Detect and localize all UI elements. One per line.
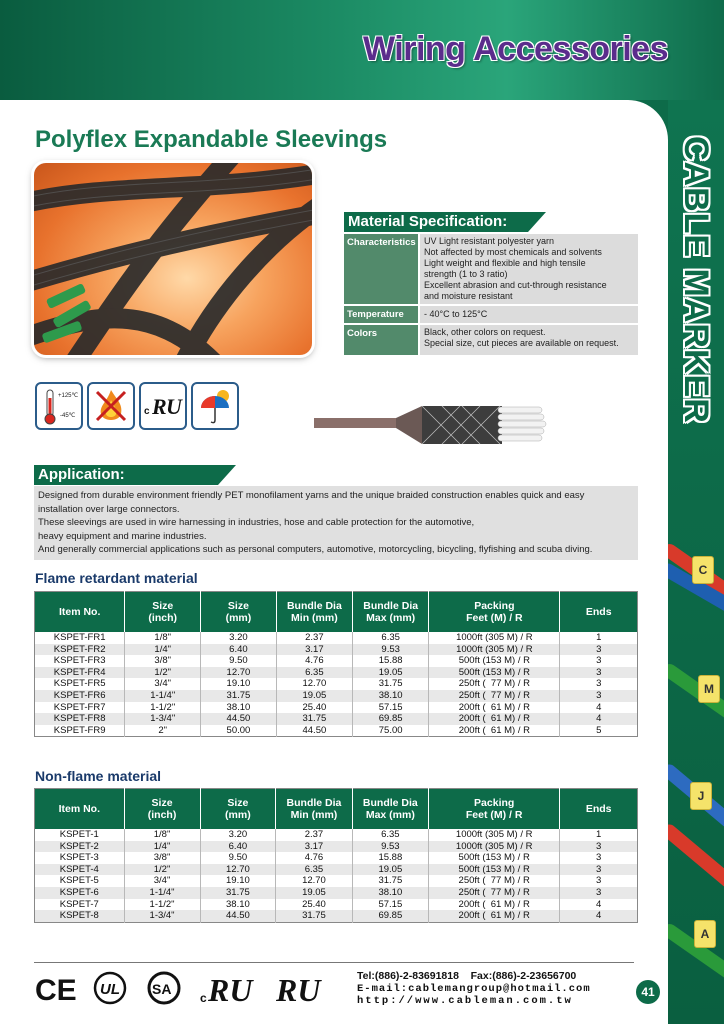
table-cell: 4 (560, 713, 638, 725)
svg-text:UL: UL (100, 981, 120, 998)
table-cell: 3/4" (125, 678, 201, 690)
table-cell: 3 (560, 678, 638, 690)
table-cell: 500ft (153 M) / R (429, 655, 560, 667)
spec-key: Temperature (344, 306, 418, 323)
table-cell: 1/8" (124, 829, 200, 841)
table-cell: 2.37 (276, 632, 352, 644)
spec-value: - 40°C to 125°C (420, 306, 638, 323)
table-cell: 3 (560, 690, 638, 702)
svg-text:RU: RU (276, 972, 321, 1006)
svg-text:c: c (200, 991, 207, 1005)
table-cell: 38.10 (352, 887, 428, 899)
svg-text:RU: RU (208, 972, 253, 1006)
table-cell: 2" (125, 725, 201, 737)
table-cell: KSPET-FR2 (35, 644, 125, 656)
table-cell: 31.75 (200, 887, 276, 899)
table-header-row (35, 592, 638, 633)
table-cell: KSPET-5 (35, 875, 125, 887)
table-cell: KSPET-7 (35, 899, 125, 911)
svg-text:SA: SA (152, 981, 172, 997)
table-cell: 4 (560, 899, 638, 911)
footer-divider (34, 962, 634, 963)
table-cell: KSPET-FR4 (35, 667, 125, 679)
table-cell: 9.50 (200, 852, 276, 864)
table-cell: 1 (560, 829, 638, 841)
table-cell: 3 (560, 655, 638, 667)
material-specification (344, 212, 638, 355)
table-cell: 3.17 (276, 644, 352, 656)
table-row (35, 713, 638, 725)
table-header-row (35, 789, 638, 830)
column-header: Size (mm) (200, 789, 276, 830)
temp-low-label: -45℃ (60, 413, 76, 419)
table-cell: 3 (560, 841, 638, 853)
table-cell: 1-1/2" (124, 899, 200, 911)
table-cell: 31.75 (201, 690, 277, 702)
table-cell: KSPET-FR8 (35, 713, 125, 725)
table-cell: 2.37 (276, 829, 352, 841)
table-cell: 3 (560, 875, 638, 887)
table-cell: 19.10 (200, 875, 276, 887)
table-cell: 500ft (153 M) / R (429, 852, 560, 864)
table-cell: 1/4" (125, 644, 201, 656)
table-cell: 19.05 (276, 887, 352, 899)
table-row (35, 644, 638, 656)
nonflame-table-title: Non-flame material (35, 768, 162, 784)
table-cell: 200ft ( 61 M) / R (429, 702, 560, 714)
table-cell: 3.20 (200, 829, 276, 841)
table-cell: 1/2" (124, 864, 200, 876)
table-row (35, 852, 638, 864)
column-header: Packing Feet (M) / R (429, 789, 560, 830)
table-cell: 1/4" (124, 841, 200, 853)
table-cell: KSPET-FR3 (35, 655, 125, 667)
spec-key: Colors (344, 325, 418, 355)
table-cell: 19.05 (353, 667, 429, 679)
table-cell: KSPET-3 (35, 852, 125, 864)
table-cell: 31.75 (352, 875, 428, 887)
table-cell: 69.85 (353, 713, 429, 725)
table-row (35, 678, 638, 690)
table-cell: 50.00 (201, 725, 277, 737)
table-row (35, 702, 638, 714)
table-cell: 15.88 (352, 852, 428, 864)
spec-value: UV Light resistant polyester yarn Not affected by most chemicals and solvents Light weight and flexible and high tensile strength (1 to 3 ratio) Excellent abrasion and cut-through resistance and moisture resistant (420, 234, 638, 304)
table-cell: 4 (560, 910, 638, 922)
table-cell: 1000ft (305 M) / R (429, 632, 560, 644)
spec-row-characteristics (344, 234, 638, 304)
table-cell: 3 (560, 852, 638, 864)
column-header: Packing Feet (M) / R (429, 592, 560, 633)
website[interactable]: http://www.cableman.com.tw (357, 995, 573, 1007)
table-row (35, 667, 638, 679)
header-banner (0, 0, 724, 100)
table-cell: KSPET-FR9 (35, 725, 125, 737)
table-cell: 250ft ( 77 M) / R (429, 690, 560, 702)
table-cell: 1-1/2" (125, 702, 201, 714)
table-cell: KSPET-6 (35, 887, 125, 899)
table-cell: 25.40 (276, 702, 352, 714)
table-cell: KSPET-4 (35, 864, 125, 876)
table-row (35, 829, 638, 841)
table-cell: 44.50 (276, 725, 352, 737)
table-cell: 38.10 (353, 690, 429, 702)
svg-text:CE: CE (35, 974, 77, 1006)
column-header: Bundle Dia Max (mm) (353, 592, 429, 633)
temp-high-label: +125℃ (58, 393, 79, 399)
column-header: Ends (560, 592, 638, 633)
table-cell: 3/8" (125, 655, 201, 667)
telephone: Tel:(886)-2-83691818 (357, 970, 459, 982)
table-cell: KSPET-8 (35, 910, 125, 922)
table-row (35, 887, 638, 899)
table-cell: 200ft ( 61 M) / R (429, 725, 560, 737)
table-cell: 4.76 (276, 852, 352, 864)
table-cell: 12.70 (276, 678, 352, 690)
table-cell: 38.10 (200, 899, 276, 911)
c-ru-mark-icon (200, 970, 264, 1006)
table-cell: 250ft ( 77 M) / R (429, 875, 560, 887)
page-title: Polyflex Expandable Sleevings (35, 126, 388, 153)
ce-mark-icon (34, 970, 78, 1006)
table-cell: 44.50 (200, 910, 276, 922)
table-cell: 3 (560, 644, 638, 656)
table-cell: 3 (560, 887, 638, 899)
table-cell: 4 (560, 702, 638, 714)
column-header: Ends (560, 789, 638, 830)
table-row (35, 655, 638, 667)
table-cell: 6.35 (276, 864, 352, 876)
spec-heading: Material Specification: (344, 212, 528, 232)
table-cell: 44.50 (201, 713, 277, 725)
weather-resistant-icon (191, 382, 239, 430)
column-header: Bundle Dia Max (mm) (352, 789, 428, 830)
table-cell: 1-1/4" (125, 690, 201, 702)
spec-value: Black, other colors on request. Special size, cut pieces are available on request. (420, 325, 638, 355)
svg-text:R: R (152, 394, 167, 419)
fax: Fax:(886)-2-23656700 (470, 970, 577, 982)
table-cell: 5 (560, 725, 638, 737)
table-cell: 1/8" (125, 632, 201, 644)
table-cell: 200ft ( 61 M) / R (429, 713, 560, 725)
table-cell: 31.75 (276, 910, 352, 922)
table-row (35, 899, 638, 911)
table-cell: 57.15 (352, 899, 428, 911)
svg-text:c: c (144, 406, 150, 417)
table-cell: KSPET-FR6 (35, 690, 125, 702)
contact-info (357, 970, 591, 1008)
table-cell: 1000ft (305 M) / R (429, 829, 560, 841)
flame-retardant-icon (87, 382, 135, 430)
table-cell: 3.17 (276, 841, 352, 853)
spec-key: Characteristics (344, 234, 418, 304)
ru-mark-icon (276, 970, 336, 1006)
csa-mark-icon (146, 970, 184, 1006)
table-cell: KSPET-1 (35, 829, 125, 841)
table-cell: 250ft ( 77 M) / R (429, 887, 560, 899)
table-cell: 38.10 (201, 702, 277, 714)
table-row (35, 875, 638, 887)
table-cell: 19.05 (276, 690, 352, 702)
table-cell: 69.85 (352, 910, 428, 922)
table-cell: 25.40 (276, 899, 352, 911)
table-cell: 12.70 (276, 875, 352, 887)
table-cell: 6.40 (200, 841, 276, 853)
application-text: Designed from durable environment friendly PET monofilament yarns and the unique braided construction enables quick and easy installation over large connectors. These sleevings are used in wire harnessing in industries, hose and cable protection for the automotive, heavy equipment and marine industries. And generally commercial applications such as personal computers, automotive, motorcycling, bicycling, flyfishing and scuba diving. (34, 486, 638, 560)
table-cell: 3.20 (201, 632, 277, 644)
column-header: Bundle Dia Min (mm) (276, 789, 352, 830)
table-cell: 19.10 (201, 678, 277, 690)
table-cell: 6.35 (276, 667, 352, 679)
table-cell: 6.35 (353, 632, 429, 644)
flame-retardant-table (34, 591, 638, 737)
column-header: Size (inch) (124, 789, 200, 830)
table-cell: 15.88 (353, 655, 429, 667)
thermometer-icon (35, 382, 83, 430)
table-cell: 4.76 (276, 655, 352, 667)
table-cell: 3/4" (124, 875, 200, 887)
table-cell: 200ft ( 61 M) / R (429, 899, 560, 911)
table-cell: 12.70 (200, 864, 276, 876)
table-cell: 31.75 (276, 713, 352, 725)
table-cell: KSPET-FR5 (35, 678, 125, 690)
table-cell: 19.05 (352, 864, 428, 876)
email[interactable]: E-mail:cablemangroup@hotmail.com (357, 982, 591, 995)
side-label: CABLE MARKER (677, 136, 715, 424)
table-cell: 500ft (153 M) / R (429, 864, 560, 876)
spec-row-temperature (344, 306, 638, 323)
table-cell: KSPET-2 (35, 841, 125, 853)
table-cell: KSPET-FR1 (35, 632, 125, 644)
table-cell: 500ft (153 M) / R (429, 667, 560, 679)
table-cell: 3 (560, 864, 638, 876)
table-cell: 3/8" (124, 852, 200, 864)
table-cell: 1-1/4" (124, 887, 200, 899)
table-cell: 6.40 (201, 644, 277, 656)
table-cell: 3 (560, 667, 638, 679)
ul-recognized-icon (139, 382, 187, 430)
table-row (35, 725, 638, 737)
table-row (35, 864, 638, 876)
table-cell: 1-3/4" (125, 713, 201, 725)
table-cell: 250ft ( 77 M) / R (429, 678, 560, 690)
table-cell: 75.00 (353, 725, 429, 737)
table-cell: 57.15 (353, 702, 429, 714)
table-cell: KSPET-FR7 (35, 702, 125, 714)
column-header: Size (inch) (125, 592, 201, 633)
table-cell: 9.50 (201, 655, 277, 667)
column-header: Size (mm) (201, 592, 277, 633)
cable-markers-photo: C M J A (668, 520, 724, 1000)
table-cell: 1000ft (305 M) / R (429, 841, 560, 853)
column-header: Item No. (35, 592, 125, 633)
table-row (35, 690, 638, 702)
table-cell: 1/2" (125, 667, 201, 679)
table-cell: 1000ft (305 M) / R (429, 644, 560, 656)
table-cell: 31.75 (353, 678, 429, 690)
table-cell: 1-3/4" (124, 910, 200, 922)
application-heading: Application: (34, 465, 218, 485)
feature-icons (35, 382, 239, 430)
table-cell: 9.53 (353, 644, 429, 656)
header-title: Wiring Accessories (362, 30, 668, 68)
table-cell: 12.70 (201, 667, 277, 679)
table-cell: 1 (560, 632, 638, 644)
column-header: Bundle Dia Min (mm) (276, 592, 352, 633)
table-row (35, 841, 638, 853)
page-number: 41 (636, 980, 660, 1004)
table-cell: 200ft ( 61 M) / R (429, 910, 560, 922)
table-row (35, 632, 638, 644)
column-header: Item No. (35, 789, 125, 830)
flame-table-title: Flame retardant material (35, 570, 198, 586)
product-photo (34, 163, 312, 355)
non-flame-table (34, 788, 638, 923)
sleeve-illustration (312, 400, 548, 450)
table-row (35, 910, 638, 922)
table-cell: 6.35 (352, 829, 428, 841)
ul-listed-icon (92, 970, 128, 1006)
spec-row-colors (344, 325, 638, 355)
table-cell: 9.53 (352, 841, 428, 853)
svg-text:U: U (166, 394, 182, 419)
